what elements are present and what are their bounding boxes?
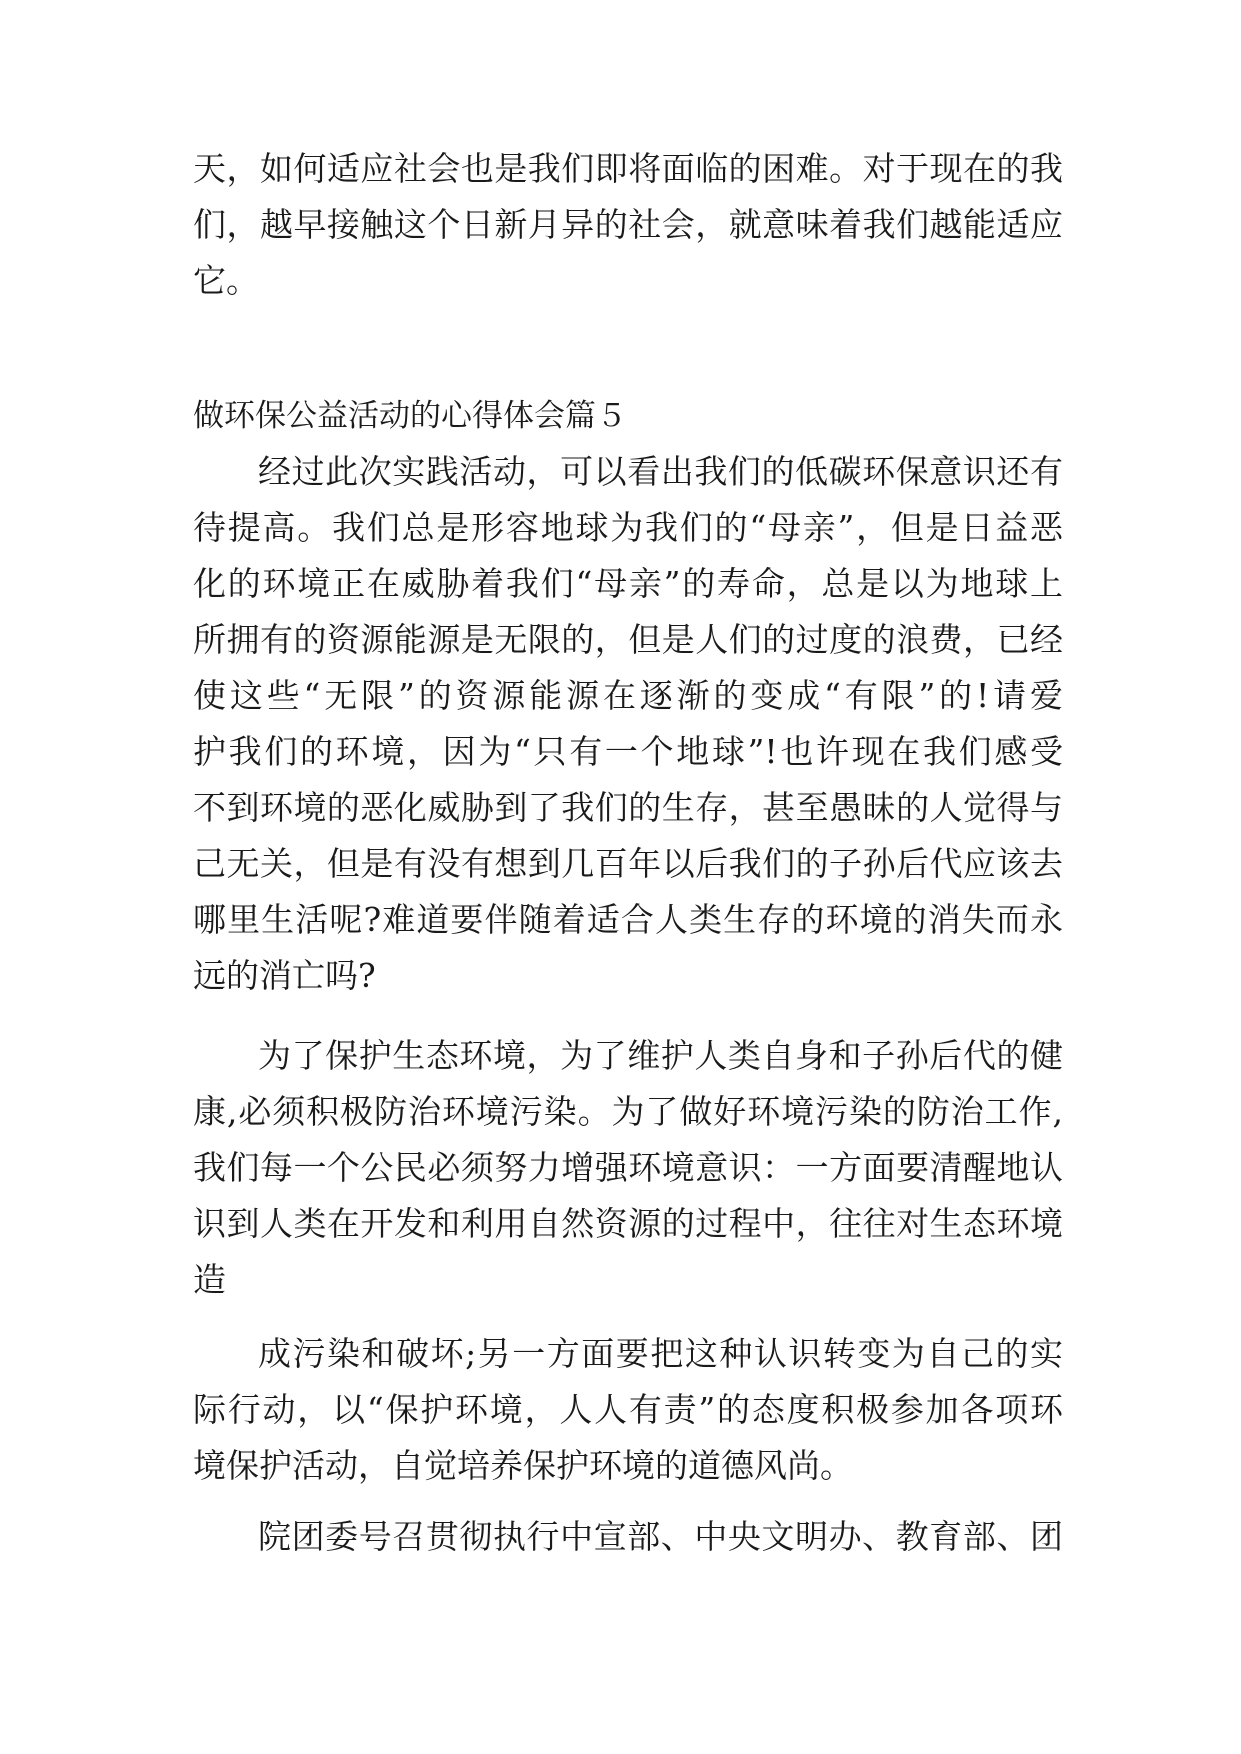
text-line: 化的环境正在威胁着我们“母亲”的寿命，总是以为地球上 xyxy=(193,564,1063,603)
text-line: 康,必须积极防治环境污染。为了做好环境污染的防治工作, xyxy=(193,1092,1063,1131)
text-line: 境保护活动，自觉培养保护环境的道德风尚。 xyxy=(193,1446,853,1485)
text-line: 不到环境的恶化威胁到了我们的生存，甚至愚昧的人觉得与 xyxy=(193,788,1063,827)
text-line: 为了保护生态环境，为了维护人类自身和子孙后代的健 xyxy=(258,1036,1063,1075)
text-line: 它。 xyxy=(193,261,259,300)
text-line: 成污染和破坏;另一方面要把这种认识转变为自己的实 xyxy=(258,1334,1063,1373)
text-line: 我们每一个公民必须努力增强环境意识：一方面要清醒地认 xyxy=(193,1148,1063,1187)
text-line: 所拥有的资源能源是无限的，但是人们的过度的浪费，已经 xyxy=(193,620,1063,659)
text-line: 待提高。我们总是形容地球为我们的“母亲”，但是日益恶 xyxy=(193,508,1063,547)
text-line: 经过此次实践活动，可以看出我们的低碳环保意识还有 xyxy=(258,452,1063,491)
section-title: 做环保公益活动的心得体会篇５ xyxy=(193,398,627,434)
text-line: 使这些“无限”的资源能源在逐渐的变成“有限”的!请爱 xyxy=(193,676,1063,715)
text-line: 远的消亡吗? xyxy=(193,956,376,995)
text-line: 天，如何适应社会也是我们即将面临的困难。对于现在的我 xyxy=(193,149,1063,188)
text-line: 护我们的环境，因为“只有一个地球”!也许现在我们感受 xyxy=(193,732,1063,771)
text-line: 院团委号召贯彻执行中宣部、中央文明办、教育部、团 xyxy=(258,1517,1063,1556)
text-line: 造 xyxy=(193,1260,226,1299)
text-line: 哪里生活呢?难道要伴随着适合人类生存的环境的消失而永 xyxy=(193,900,1063,939)
text-line: 己无关，但是有没有想到几百年以后我们的子孙后代应该去 xyxy=(193,844,1063,883)
text-line: 们，越早接触这个日新月异的社会，就意味着我们越能适应 xyxy=(193,205,1063,244)
text-line: 际行动，以“保护环境，人人有责”的态度积极参加各项环 xyxy=(193,1390,1063,1429)
text-line: 识到人类在开发和利用自然资源的过程中，往往对生态环境 xyxy=(193,1204,1063,1243)
